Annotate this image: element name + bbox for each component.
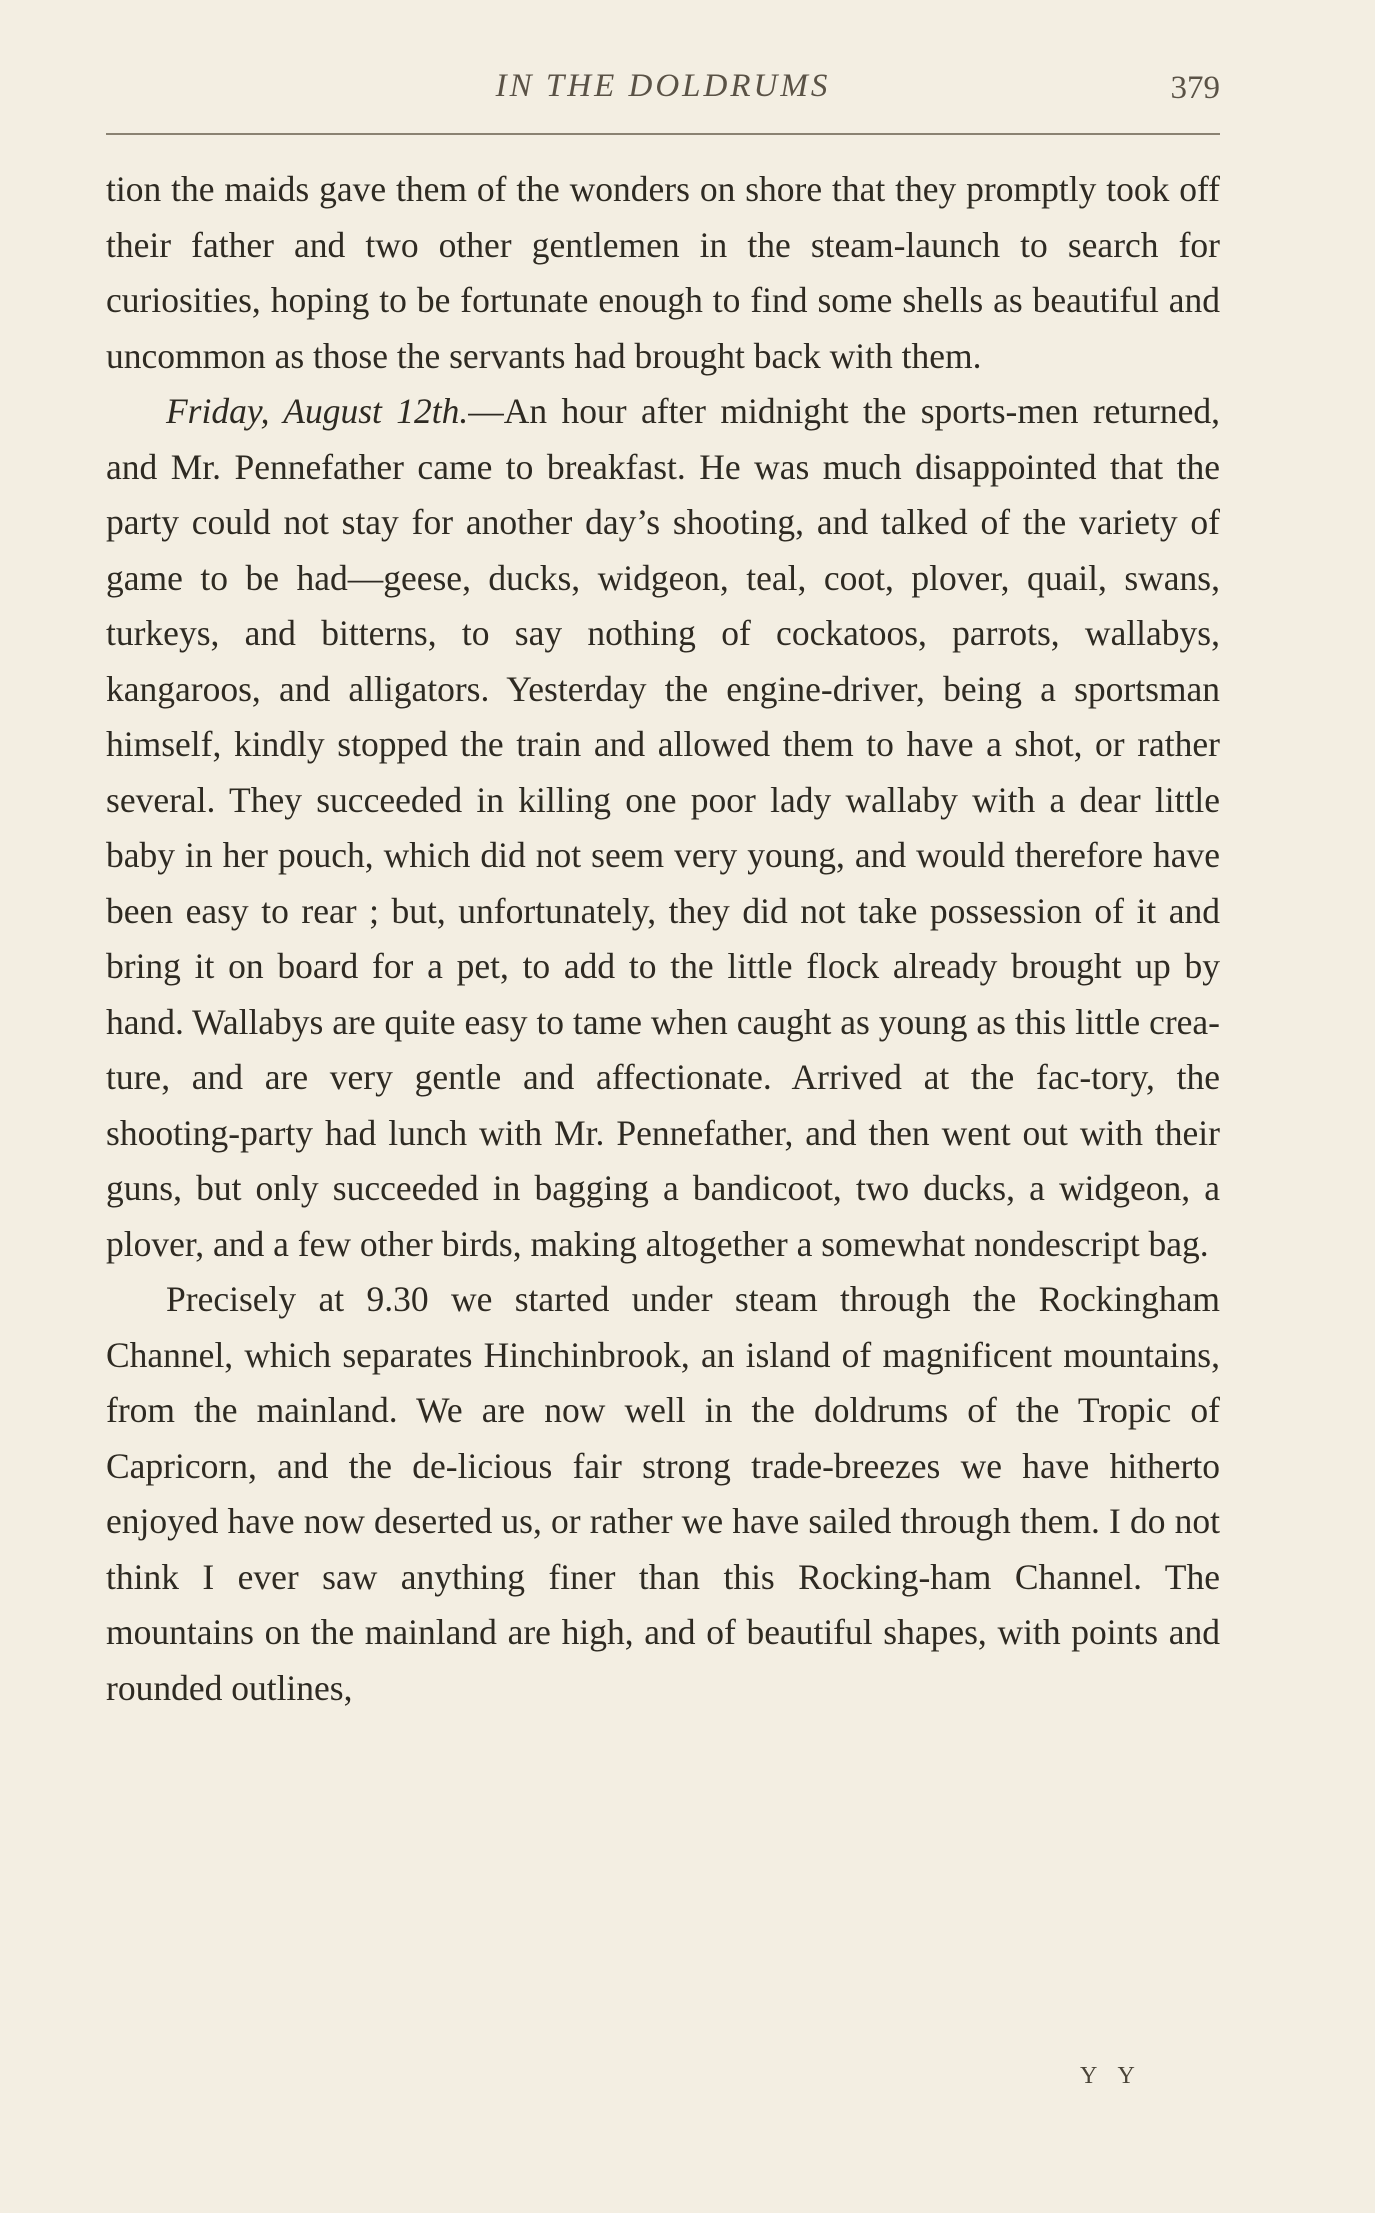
paragraph: [106, 384, 1220, 1272]
paragraph-text: Precisely at 9.30 we started under steam through the Rockingham Channel, which separates Hinchinbrook, an island of magnificent mountains, from the mainland. We are now well in the doldrums of the Tropic of Capricorn, and the de-licious fair strong trade-breezes we have hitherto enjoyed have now deserted us, or rather we have sailed through them. I do not think I ever saw anything finer than this Rocking-ham Channel. The mountains on the mainland are high, and of beautiful shapes, with points and rounded outlines,: [106, 1279, 1220, 1708]
paragraph: [106, 1272, 1220, 1716]
paragraph-text: tion the maids gave them of the wonders on shore that they promptly took off their father and two other gentlemen in the steam-launch to search for curiosities, hoping to be fortunate enough to find some shells as beautiful and uncommon as those the servants had brought back with them.: [106, 169, 1220, 376]
paragraph-text: —An hour after midnight the sports-men returned, and Mr. Pennefather came to breakfast. He was much disappointed that the party could not stay for another day’s shooting, and talked of the variety of game to be had—geese, ducks, widgeon, teal, coot, plover, quail, swans, turkeys, and bitterns, to say nothing of cockatoos, parrots, wallabys, kangaroos, and alligators. Yesterday the engine-driver, being a sportsman himself, kindly stopped the train and allowed them to have a shot, or rather several. They succeeded in killing one poor lady wallaby with a dear little baby in her pouch, which did not seem very young, and would therefore have been easy to rear ; but, unfortunately, they did not take possession of it and bring it on board for a pet, to add to the little flock already brought up by hand. Wallabys are quite easy to tame when caught as young as this little crea-ture, and are very gentle and affectionate. Arrived at the fac-tory, the shooting-party had lunch with Mr. Pennefather, and then went out with their guns, but only succeeded in bagging a bandicoot, two ducks, a widgeon, a plover, and a few other birds, making altogether a somewhat nondescript bag.: [106, 391, 1221, 1264]
body-text: [106, 162, 1220, 1716]
header-rule: [106, 133, 1220, 135]
paragraph: [106, 162, 1220, 384]
running-head-title: IN THE DOLDRUMS: [495, 68, 831, 104]
signature-mark: Y Y: [1080, 2063, 1143, 2089]
page-number: 379: [1170, 70, 1220, 106]
running-head: [106, 60, 1220, 120]
dateline: Friday, August 12th.: [166, 391, 469, 431]
